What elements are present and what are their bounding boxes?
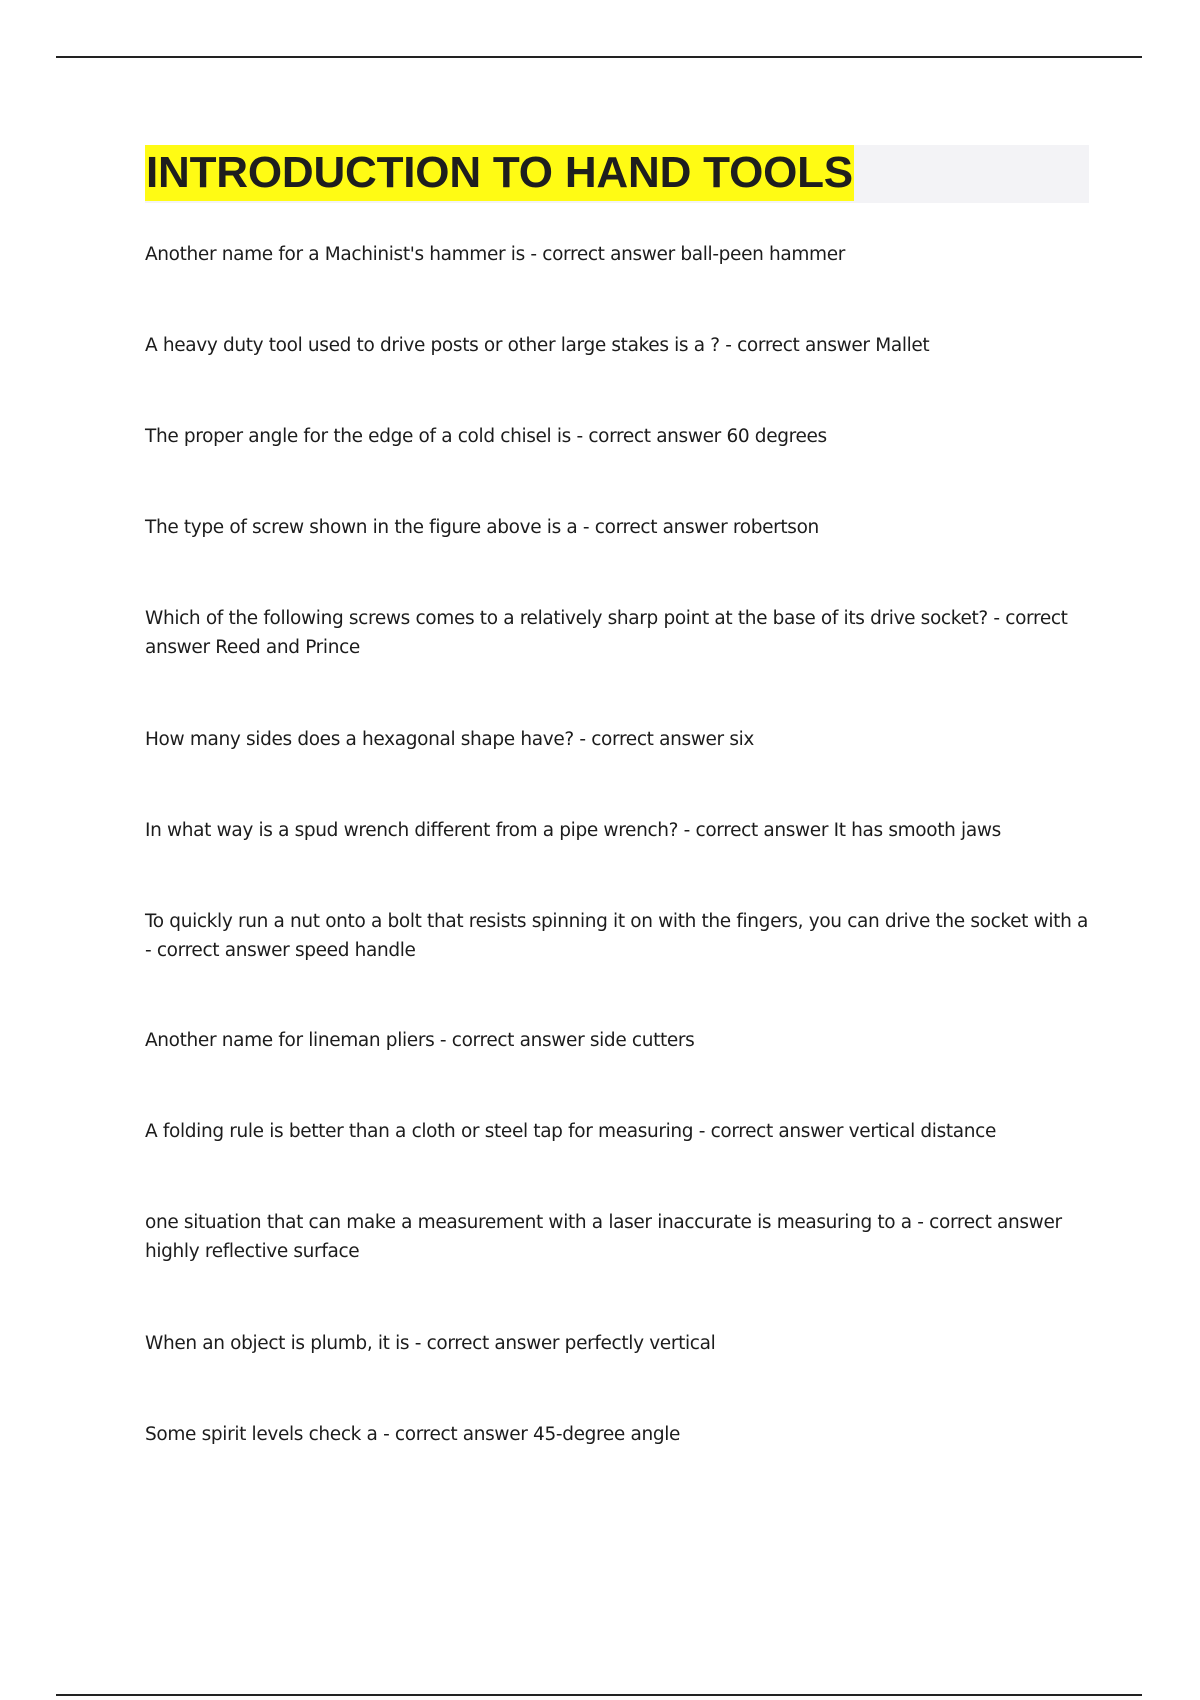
question-item: A heavy duty tool used to drive posts or other large stakes is a ? - correct answer Mallet: [145, 335, 930, 356]
top-rule: [56, 56, 1142, 58]
question-item: When an object is plumb, it is - correct answer perfectly vertical: [145, 1333, 716, 1354]
bottom-rule: [56, 1694, 1142, 1696]
question-item: In what way is a spud wrench different from a pipe wrench? - correct answer It has smooth jaws: [145, 820, 1001, 841]
question-item: Which of the following screws comes to a relatively sharp point at the base of its drive socket? - correct answer Reed and Prince: [145, 608, 1068, 658]
question-item: To quickly run a nut onto a bolt that resists spinning it on with the fingers, you can drive the socket with a - correct answer speed handle: [145, 911, 1088, 961]
question-item: The type of screw shown in the figure above is a - correct answer robertson: [145, 517, 819, 538]
document-title: INTRODUCTION TO HAND TOOLS: [145, 145, 854, 201]
question-item: The proper angle for the edge of a cold chisel is - correct answer 60 degrees: [145, 426, 827, 447]
question-item: How many sides does a hexagonal shape have? - correct answer six: [145, 729, 755, 750]
question-item: Another name for a Machinist's hammer is - correct answer ball-peen hammer: [145, 244, 846, 265]
question-item: Some spirit levels check a - correct answer 45-degree angle: [145, 1424, 681, 1445]
question-item: Another name for lineman pliers - correct answer side cutters: [145, 1030, 695, 1051]
question-item: A folding rule is better than a cloth or steel tap for measuring - correct answer vertical distance: [145, 1121, 996, 1142]
question-item: one situation that can make a measurement with a laser inaccurate is measuring to a - correct answer highly reflective surface: [145, 1212, 1062, 1262]
